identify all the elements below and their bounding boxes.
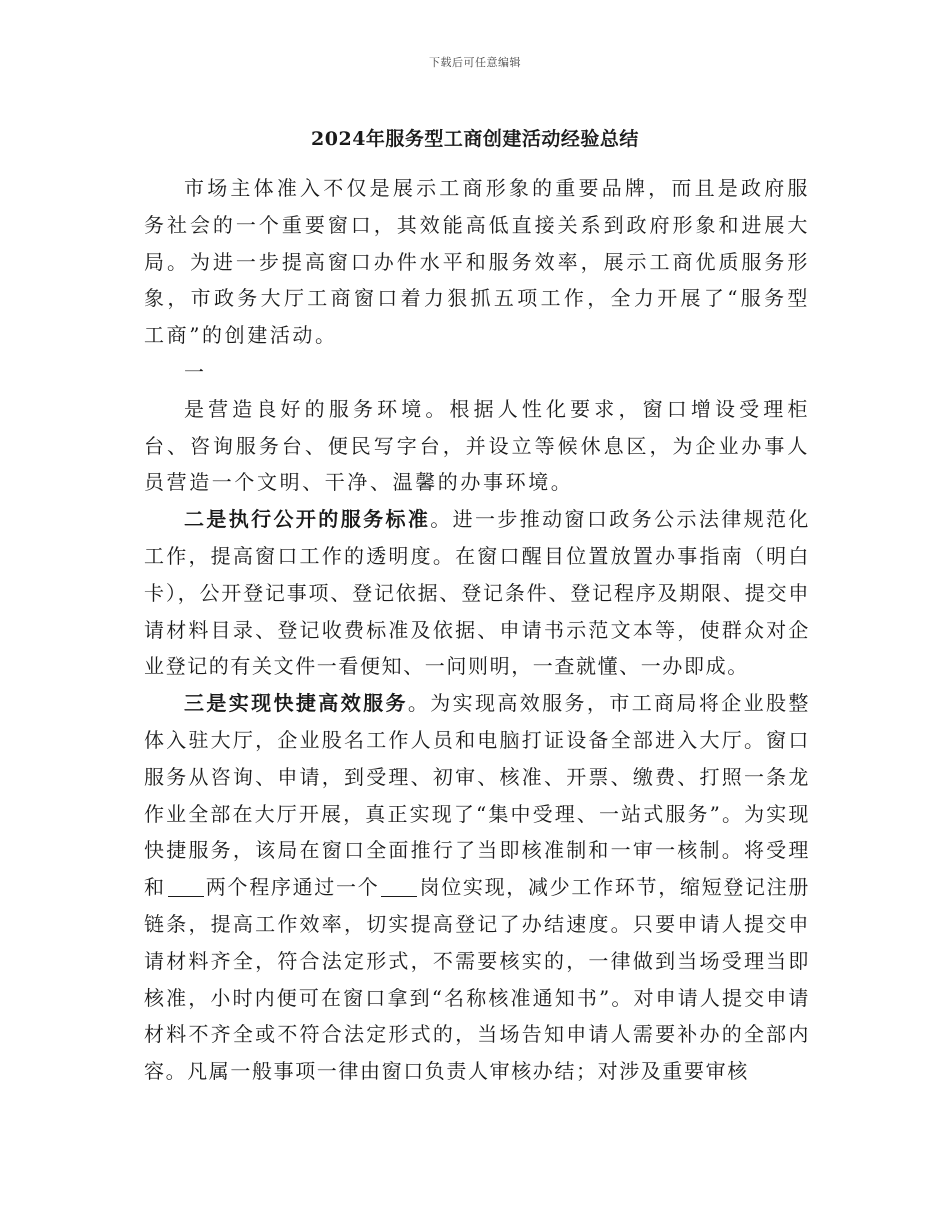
item-3-text-b: 两个程序通过一个 bbox=[205, 875, 380, 900]
item-3-text-c: 岗位实现，减少工作环节，缩短登记注册链条，提高工作效率，切实提高登记了办结速度。只要申请人提交申请材料齐全，符合法定形式，不需要核实的，一律做到当场受理当即核准，小时内便可在窗口拿到“名称核准通知书”。对申请人提交申请材料不齐全或不符合法定形式的，当场告知申请人需要补办的全部内容。凡属一般事项一律由窗口负责人审核办结；对涉及重要审核 bbox=[144, 875, 810, 1084]
item-2-paragraph bbox=[144, 501, 810, 685]
item-3-paragraph bbox=[144, 685, 810, 1090]
item-1-paragraph: 是营造良好的服务环境。根据人性化要求，窗口增设受理柜台、咨询服务台、便民写字台，并设立等候休息区，为企业办事人员营造一个文明、干净、温馨的办事环境。 bbox=[144, 396, 810, 495]
document-title: 2024年服务型工商创建活动经验总结 bbox=[311, 128, 639, 150]
blank-line-1 bbox=[168, 876, 204, 897]
intro-paragraph: 市场主体准入不仅是展示工商形象的重要品牌，而且是政府服务社会的一个重要窗口，其效能高低直接关系到政府形象和进展大局。为进一步提高窗口办件水平和服务效率，展示工商优质服务形象，市政务大厅工商窗口着力狠抓五项工作，全力开展了“服务型工商”的创建活动。 bbox=[144, 176, 810, 348]
item-2-lead: 二是执行公开的服务标准 bbox=[184, 507, 431, 532]
blank-line-2 bbox=[381, 876, 417, 897]
item-3-text-a: 。为实现高效服务，市工商局将企业股整体入驻大厅，企业股名工作人员和电脑打证设备全部进入大厅。窗口服务从咨询、申请，到受理、初审、核准、开票、缴费、打照一条龙作业全部在大厅开展，真正实现了“集中受理、一站式服务”。为实现快捷服务，该局在窗口全面推行了当即核准制和一审一核制。将受理和 bbox=[144, 691, 810, 900]
item-3-lead: 三是实现快捷高效服务 bbox=[184, 691, 408, 716]
item-1-number: 一 bbox=[184, 359, 207, 384]
item-2-text: 。进一步推动窗口政务公示法律规范化工作，提高窗口工作的透明度。在窗口醒目位置放置办事指南（明白卡），公开登记事项、登记依据、登记条件、登记程序及期限、提交申请材料目录、登记收费标准及依据、申请书示范文本等，使群众对企业登记的有关文件一看便知、一问则明，一查就懂、一办即成。 bbox=[144, 507, 810, 679]
page-header-note: 下载后可任意编辑 bbox=[429, 56, 521, 69]
document-body bbox=[144, 170, 810, 1090]
